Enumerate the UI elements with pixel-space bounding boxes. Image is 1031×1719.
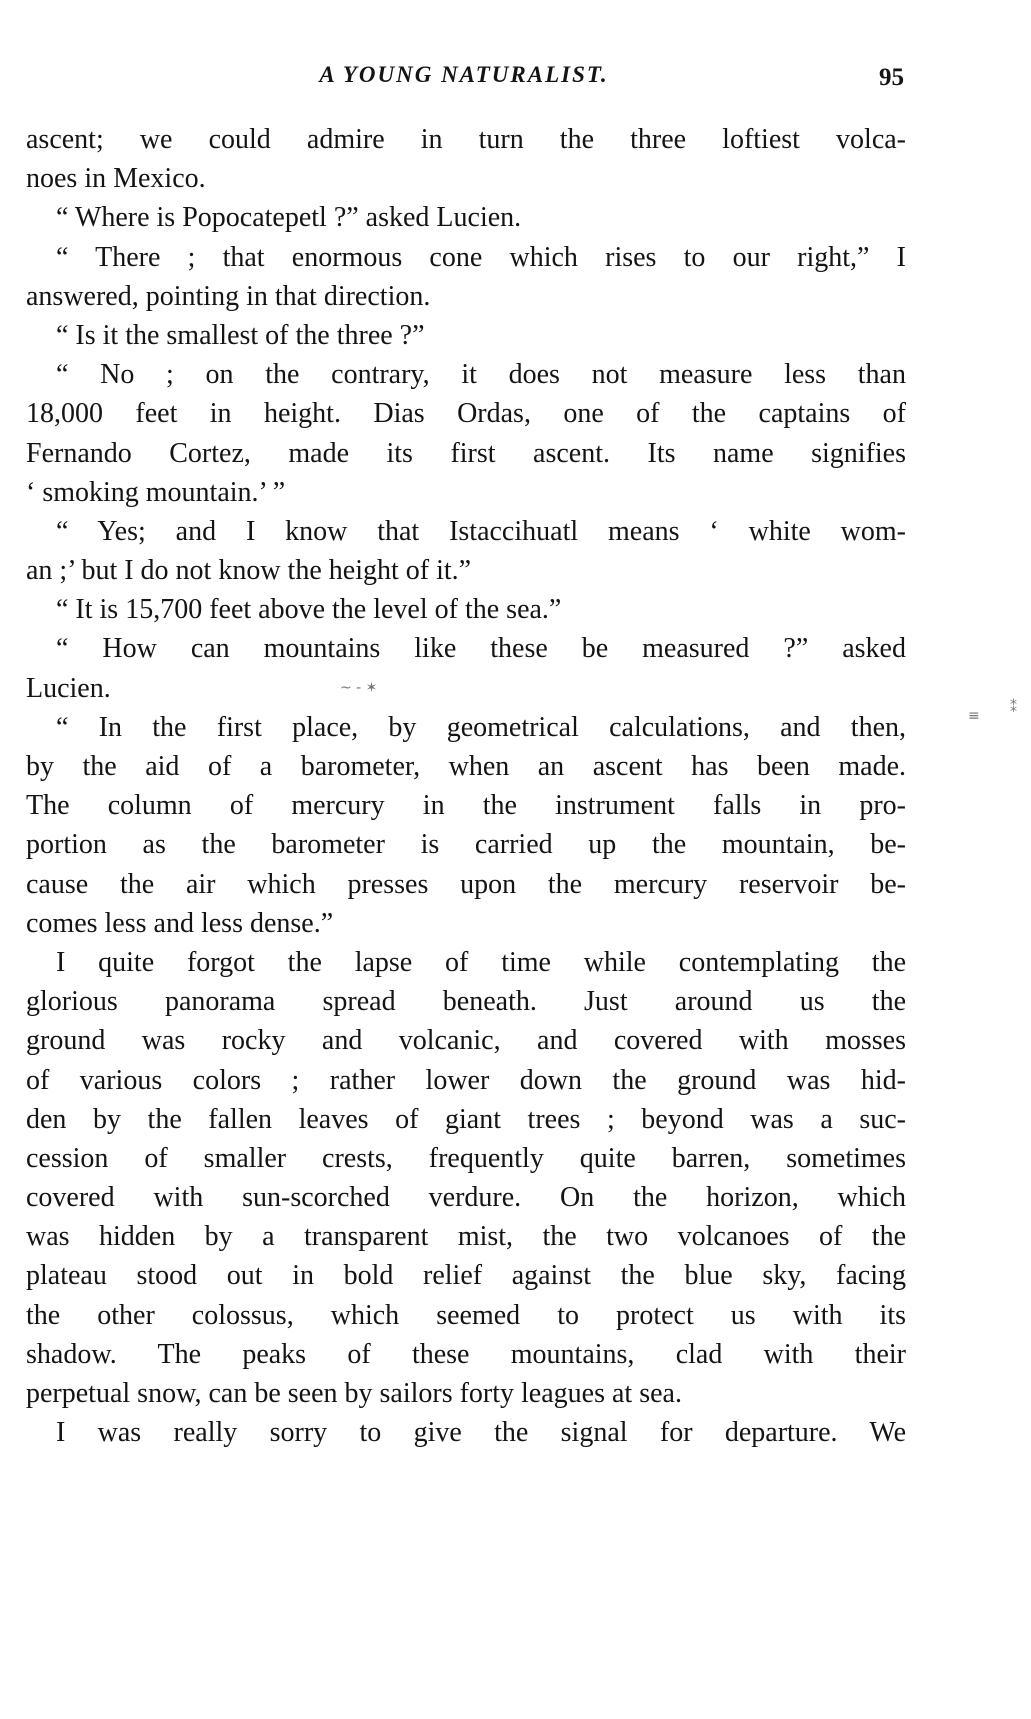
text-line: by the aid of a barometer, when an ascent has been made. bbox=[26, 751, 906, 782]
text-line: “ In the first place, by geometrical calculations, and then, bbox=[56, 711, 906, 743]
text-line: was hidden by a transparent mist, the two volcanoes of the bbox=[26, 1221, 906, 1253]
text-line: den by the fallen leaves of giant trees ; beyond was a suc- bbox=[26, 1103, 906, 1135]
text-line: glorious panorama spread beneath. Just around us the bbox=[26, 986, 906, 1018]
text-line: I was really sorry to give the signal for departure. We bbox=[56, 1417, 906, 1449]
ink-mark: ~ - ✶ bbox=[340, 680, 378, 696]
text-line: cession of smaller crests, frequently quite barren, sometimes bbox=[26, 1142, 906, 1174]
text-line: Fernando Cortez, made its first ascent. Its name signifies bbox=[26, 437, 906, 469]
text-line: Lucien. bbox=[26, 672, 111, 704]
text-line: shadow. The peaks of these mountains, clad with their bbox=[26, 1338, 906, 1370]
text-line: the other colossus, which seemed to protect us with its bbox=[26, 1299, 906, 1331]
page-number: 95 bbox=[879, 64, 904, 91]
text-line: ascent; we could admire in turn the three loftiest volca- bbox=[26, 124, 906, 155]
text-line: noes in Mexico. bbox=[26, 163, 206, 195]
text-line: cause the air which presses upon the mercury reservoir be- bbox=[26, 868, 906, 900]
text-line: “ No ; on the contrary, it does not measure less than bbox=[56, 359, 906, 391]
text-line: perpetual snow, can be seen by sailors forty leagues at sea. bbox=[26, 1378, 682, 1409]
text-line: comes less and less dense.” bbox=[26, 907, 334, 939]
text-line: I quite forgot the lapse of time while contemplating the bbox=[56, 946, 906, 978]
text-line: 18,000 feet in height. Dias Ordas, one of the captains of bbox=[26, 398, 906, 430]
text-line: “ Is it the smallest of the three ?” bbox=[56, 319, 425, 351]
text-line: “ There ; that enormous cone which rises to our right,” I bbox=[56, 241, 906, 273]
text-line: covered with sun-scorched verdure. On the horizon, which bbox=[26, 1182, 906, 1214]
text-line: ‘ smoking mountain.’ ” bbox=[26, 476, 286, 508]
text-line: The column of mercury in the instrument falls in pro- bbox=[26, 790, 906, 822]
ink-mark: ≡ bbox=[968, 708, 980, 724]
text-line: an ;’ but I do not know the height of it.” bbox=[26, 555, 472, 587]
text-line: answered, pointing in that direction. bbox=[26, 280, 431, 312]
text-line: of various colors ; rather lower down the ground was hid- bbox=[26, 1064, 906, 1096]
text-line: “ It is 15,700 feet above the level of the sea.” bbox=[56, 594, 562, 626]
text-line: plateau stood out in bold relief against the blue sky, facing bbox=[26, 1260, 906, 1292]
ink-mark: ⁑ bbox=[1010, 700, 1017, 716]
page-header bbox=[24, 62, 904, 94]
text-line: “ How can mountains like these be measured ?” asked bbox=[56, 633, 906, 665]
text-line: ground was rocky and volcanic, and covered with mosses bbox=[26, 1025, 906, 1057]
text-line: “ Where is Popocatepetl ?” asked Lucien. bbox=[56, 202, 522, 234]
text-line: “ Yes; and I know that Istaccihuatl means ‘ white wom- bbox=[56, 515, 906, 547]
body-text bbox=[26, 120, 906, 1452]
text-line: portion as the barometer is carried up the mountain, be- bbox=[26, 829, 906, 861]
running-title: A YOUNG NATURALIST. bbox=[319, 62, 609, 87]
